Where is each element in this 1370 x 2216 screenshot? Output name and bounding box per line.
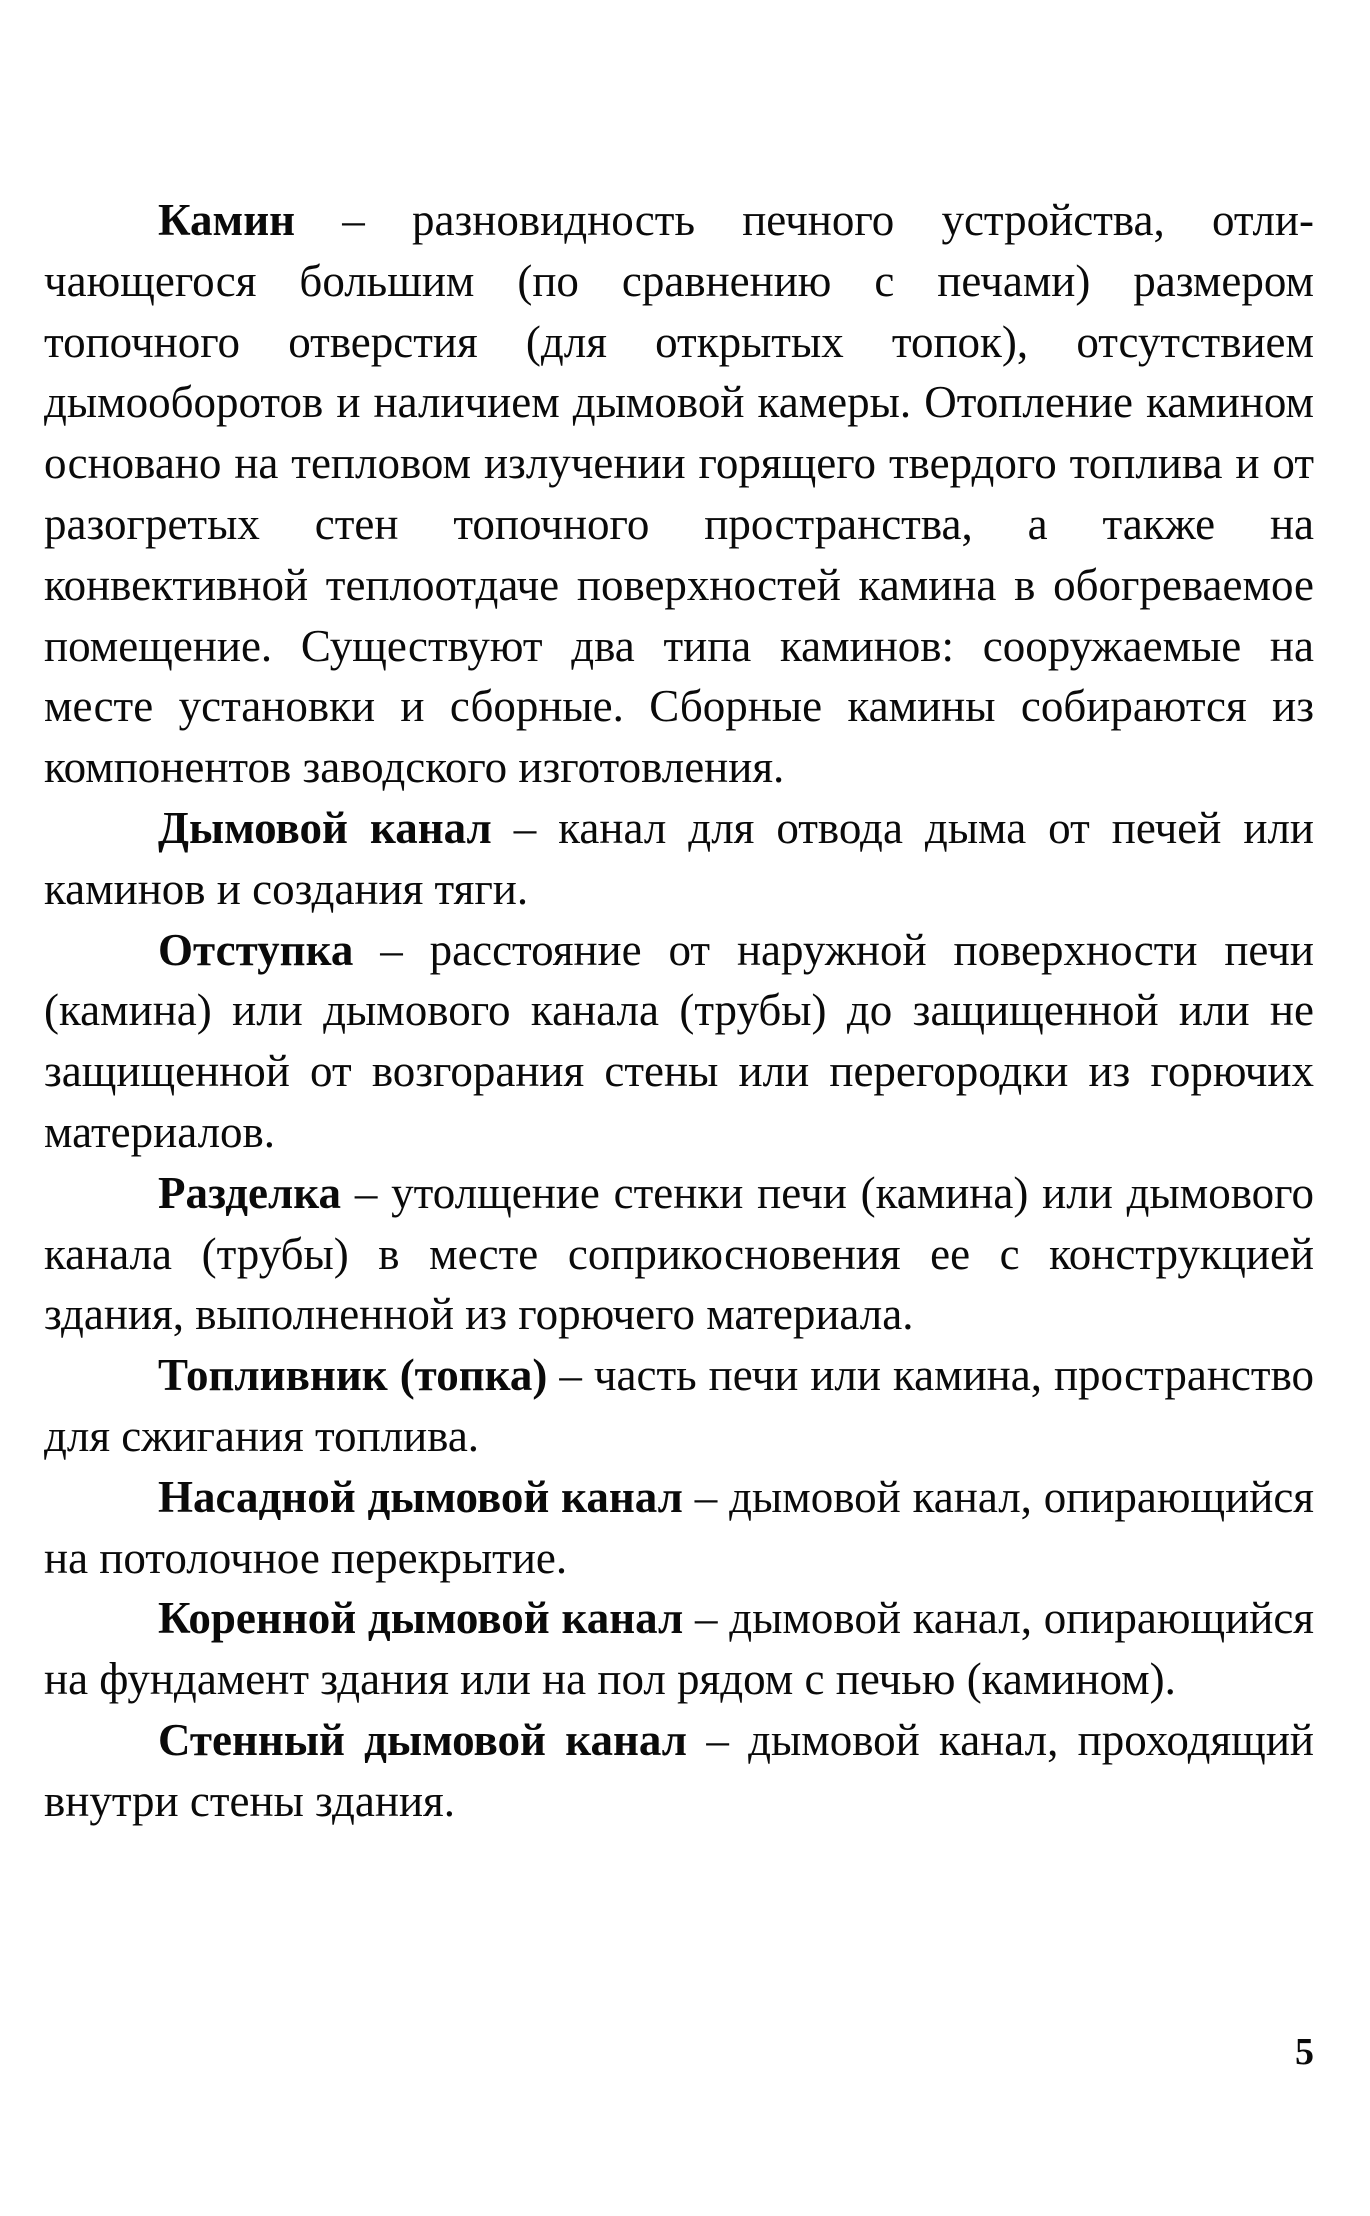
definition-paragraph [44, 798, 1314, 920]
definition-paragraph [44, 1163, 1314, 1345]
definition-paragraph [44, 1588, 1314, 1710]
definition-paragraph [44, 920, 1314, 1163]
term: Топливник (топка) [158, 1350, 548, 1401]
term: Разделка [158, 1167, 341, 1218]
term: Отступка [158, 924, 354, 975]
definition-text: – дымовой канал, проходящий внутри стены здания. [44, 1714, 1314, 1826]
definition-text: – утолщение стенки печи (камина) или дымового канала (трубы) в месте соприкосновения ее с конструкцией здания, выполненной из горючего материала. [44, 1167, 1314, 1340]
definition-paragraph [44, 1710, 1314, 1832]
definition-paragraph [44, 1345, 1314, 1467]
page-number: 5 [1295, 2031, 1314, 2073]
term: Насадной дымовой канал [158, 1471, 683, 1522]
definition-text: – дымовой канал, опирающийся на фундамент здания или на пол рядом с печью (камином). [44, 1593, 1315, 1705]
definition-text: – канал для отвода дыма от печей или каминов и создания тяги. [44, 802, 1314, 914]
definitions-list [44, 190, 1314, 1832]
term: Стенный дымовой канал [158, 1714, 688, 1765]
definition-text: – часть печи или камина, пространство для сжигания топлива. [44, 1350, 1315, 1461]
definition-text: – расстояние от наружной поверхности печи (камина) или дымового канала (трубы) до защищенной или не защищенной от возгорания стены или перегородки из горючих материалов. [44, 924, 1314, 1157]
term: Коренной дымовой канал [158, 1593, 684, 1644]
definition-paragraph [44, 1467, 1314, 1589]
term: Камин [158, 195, 296, 245]
term: Дымовой канал [158, 802, 492, 853]
definition-text: – дымовой канал, опирающийся на потолочное перекрытие. [44, 1471, 1314, 1583]
definition-text: – разновидность печного устройства, отличающегося большим (по сравнению с печами) размером топочного отверстия (для открытых топок), отсутствием дымооборотов и наличием дымовой камеры. Отопление камином основано на тепловом излучении горящего твердого топлива и от разогретых стен топочного пространства, а также на конвективной теплоотдаче поверхностей камина в обогреваемое помещение. Существуют два типа каминов: сооружаемые на месте установки и сборные. Сборные камины собираются из компонентов заводского изготовления. [44, 195, 1314, 793]
definition-paragraph [44, 190, 1314, 798]
